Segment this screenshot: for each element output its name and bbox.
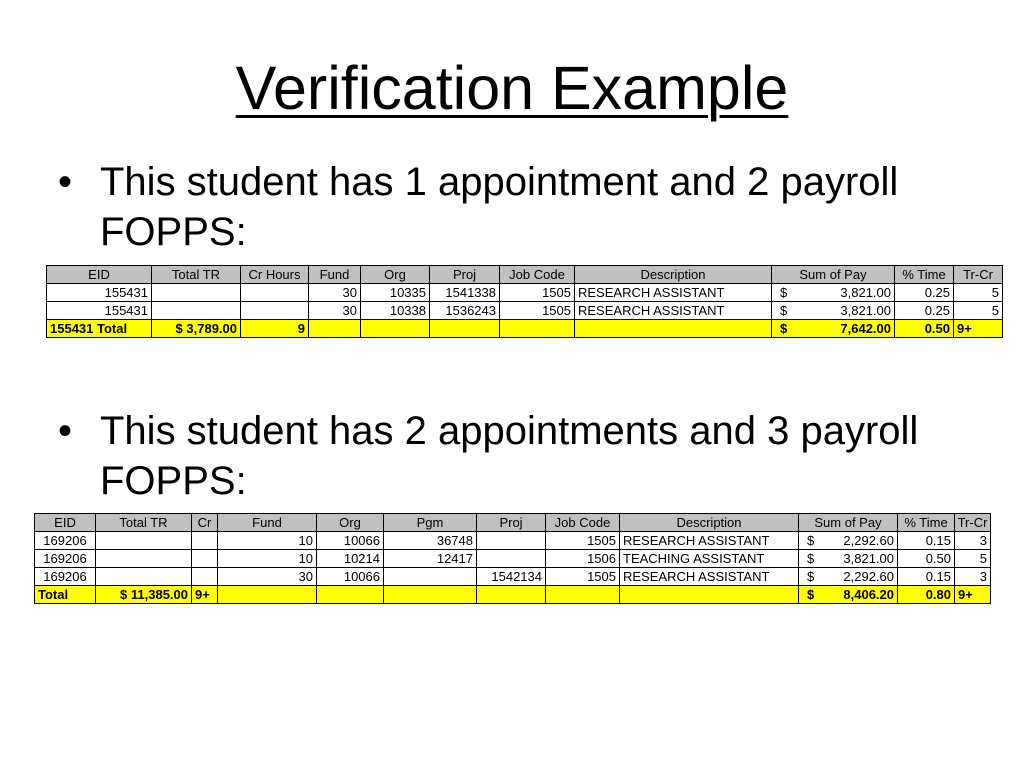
sum-of-pay-cell: [772, 284, 895, 302]
eid-cell: 155431: [47, 284, 152, 302]
empty-cell: [309, 320, 361, 338]
bullet-marker: •: [58, 409, 73, 453]
tr-cr-cell: 9+: [955, 586, 991, 604]
currency-symbol: $: [807, 569, 815, 584]
payroll-table-2: [34, 513, 991, 604]
proj-cell: 1536243: [430, 302, 500, 320]
cr-cell: 9+: [192, 586, 218, 604]
sum-of-pay-cell: [772, 320, 895, 338]
tr-cr-cell: 5: [954, 302, 1003, 320]
column-header: Tr-Cr: [955, 514, 991, 532]
currency-symbol: $: [807, 551, 815, 566]
cr-hours-cell: [241, 302, 309, 320]
description-cell: RESEARCH ASSISTANT: [575, 284, 772, 302]
sum-of-pay-cell: [799, 532, 898, 550]
total-tr-cell: [96, 532, 192, 550]
amount: 2,292.60: [843, 569, 894, 584]
column-header: Org: [361, 266, 430, 284]
fund-cell: 30: [218, 568, 317, 586]
eid-cell: 155431: [47, 302, 152, 320]
total-tr-cell: $ 11,385.00: [96, 586, 192, 604]
total-tr-cell: [152, 284, 241, 302]
cr-hours-cell: 9: [241, 320, 309, 338]
column-header: Sum of Pay: [772, 266, 895, 284]
table-row: [35, 550, 991, 568]
job-code-cell: 1505: [500, 302, 575, 320]
table-row: [35, 568, 991, 586]
cr-cell: [192, 550, 218, 568]
amount: 3,821.00: [840, 285, 891, 300]
job-code-cell: 1505: [546, 532, 620, 550]
empty-cell: [384, 586, 477, 604]
pct-time-cell: 0.80: [898, 586, 955, 604]
org-cell: 10338: [361, 302, 430, 320]
eid-cell: 169206: [35, 532, 96, 550]
org-cell: 10214: [317, 550, 384, 568]
table-row: [47, 302, 1003, 320]
fund-cell: 30: [309, 302, 361, 320]
total-label: Total: [35, 586, 96, 604]
empty-cell: [620, 586, 799, 604]
pgm-cell: 12417: [384, 550, 477, 568]
column-header: EID: [35, 514, 96, 532]
column-header: Cr Hours: [241, 266, 309, 284]
empty-cell: [546, 586, 620, 604]
column-header: Sum of Pay: [799, 514, 898, 532]
sum-of-pay-cell: [799, 568, 898, 586]
column-header: Fund: [309, 266, 361, 284]
currency-symbol: $: [780, 285, 788, 300]
tr-cr-cell: 3: [955, 568, 991, 586]
column-header: Org: [317, 514, 384, 532]
payroll-table-1: [46, 265, 1003, 338]
pct-time-cell: 0.25: [895, 302, 954, 320]
description-cell: RESEARCH ASSISTANT: [620, 532, 799, 550]
pct-time-cell: 0.50: [898, 550, 955, 568]
table-row: [47, 284, 1003, 302]
column-header: Total TR: [96, 514, 192, 532]
sum-of-pay-cell: [799, 586, 898, 604]
column-header: Description: [620, 514, 799, 532]
description-cell: RESEARCH ASSISTANT: [620, 568, 799, 586]
column-header: Tr-Cr: [954, 266, 1003, 284]
column-header: % Time: [895, 266, 954, 284]
job-code-cell: 1505: [500, 284, 575, 302]
cr-hours-cell: [241, 284, 309, 302]
table-header-row: [47, 266, 1003, 284]
cr-cell: [192, 532, 218, 550]
column-header: Cr: [192, 514, 218, 532]
column-header: Proj: [477, 514, 546, 532]
empty-cell: [218, 586, 317, 604]
slide-title: Verification Example: [235, 54, 789, 122]
fund-cell: 10: [218, 550, 317, 568]
empty-cell: [575, 320, 772, 338]
table-total-row: [35, 586, 991, 604]
tr-cr-cell: 9+: [954, 320, 1003, 338]
tr-cr-cell: 5: [955, 550, 991, 568]
cr-cell: [192, 568, 218, 586]
table-total-row: [47, 320, 1003, 338]
amount: 2,292.60: [843, 533, 894, 548]
column-header: Fund: [218, 514, 317, 532]
fund-cell: 30: [309, 284, 361, 302]
currency-symbol: $: [780, 303, 788, 318]
pct-time-cell: 0.15: [898, 568, 955, 586]
bullet-text: This student has 1 appointment and 2 payroll FOPPS:: [100, 160, 899, 254]
pct-time-cell: 0.15: [898, 532, 955, 550]
column-header: Total TR: [152, 266, 241, 284]
column-header: Proj: [430, 266, 500, 284]
table-header-row: [35, 514, 991, 532]
tr-cr-cell: 3: [955, 532, 991, 550]
pgm-cell: [384, 568, 477, 586]
total-tr-cell: $ 3,789.00: [152, 320, 241, 338]
proj-cell: [477, 532, 546, 550]
total-tr-cell: [96, 550, 192, 568]
org-cell: 10066: [317, 568, 384, 586]
column-header: Pgm: [384, 514, 477, 532]
currency-symbol: $: [807, 533, 815, 548]
sum-of-pay-cell: [772, 302, 895, 320]
proj-cell: [477, 550, 546, 568]
empty-cell: [430, 320, 500, 338]
currency-symbol: $: [807, 587, 815, 602]
sum-of-pay-cell: [799, 550, 898, 568]
bullet-text: This student has 2 appointments and 3 payroll FOPPS:: [100, 409, 919, 503]
amount: 8,406.20: [843, 587, 894, 602]
currency-symbol: $: [780, 321, 788, 336]
column-header: EID: [47, 266, 152, 284]
fund-cell: 10: [218, 532, 317, 550]
job-code-cell: 1505: [546, 568, 620, 586]
amount: 3,821.00: [843, 551, 894, 566]
bullet-marker: •: [58, 160, 73, 204]
total-tr-cell: [96, 568, 192, 586]
eid-cell: 169206: [35, 550, 96, 568]
job-code-cell: 1506: [546, 550, 620, 568]
column-header: Job Code: [546, 514, 620, 532]
pct-time-cell: 0.50: [895, 320, 954, 338]
description-cell: RESEARCH ASSISTANT: [575, 302, 772, 320]
eid-cell: 169206: [35, 568, 96, 586]
pgm-cell: 36748: [384, 532, 477, 550]
column-header: Description: [575, 266, 772, 284]
amount: 7,642.00: [840, 321, 891, 336]
pct-time-cell: 0.25: [895, 284, 954, 302]
table-row: [35, 532, 991, 550]
total-label: 155431 Total: [47, 320, 152, 338]
amount: 3,821.00: [840, 303, 891, 318]
total-tr-cell: [152, 302, 241, 320]
empty-cell: [500, 320, 575, 338]
empty-cell: [361, 320, 430, 338]
description-cell: TEACHING ASSISTANT: [620, 550, 799, 568]
org-cell: 10335: [361, 284, 430, 302]
column-header: Job Code: [500, 266, 575, 284]
proj-cell: 1541338: [430, 284, 500, 302]
tr-cr-cell: 5: [954, 284, 1003, 302]
proj-cell: 1542134: [477, 568, 546, 586]
empty-cell: [317, 586, 384, 604]
empty-cell: [477, 586, 546, 604]
org-cell: 10066: [317, 532, 384, 550]
column-header: % Time: [898, 514, 955, 532]
